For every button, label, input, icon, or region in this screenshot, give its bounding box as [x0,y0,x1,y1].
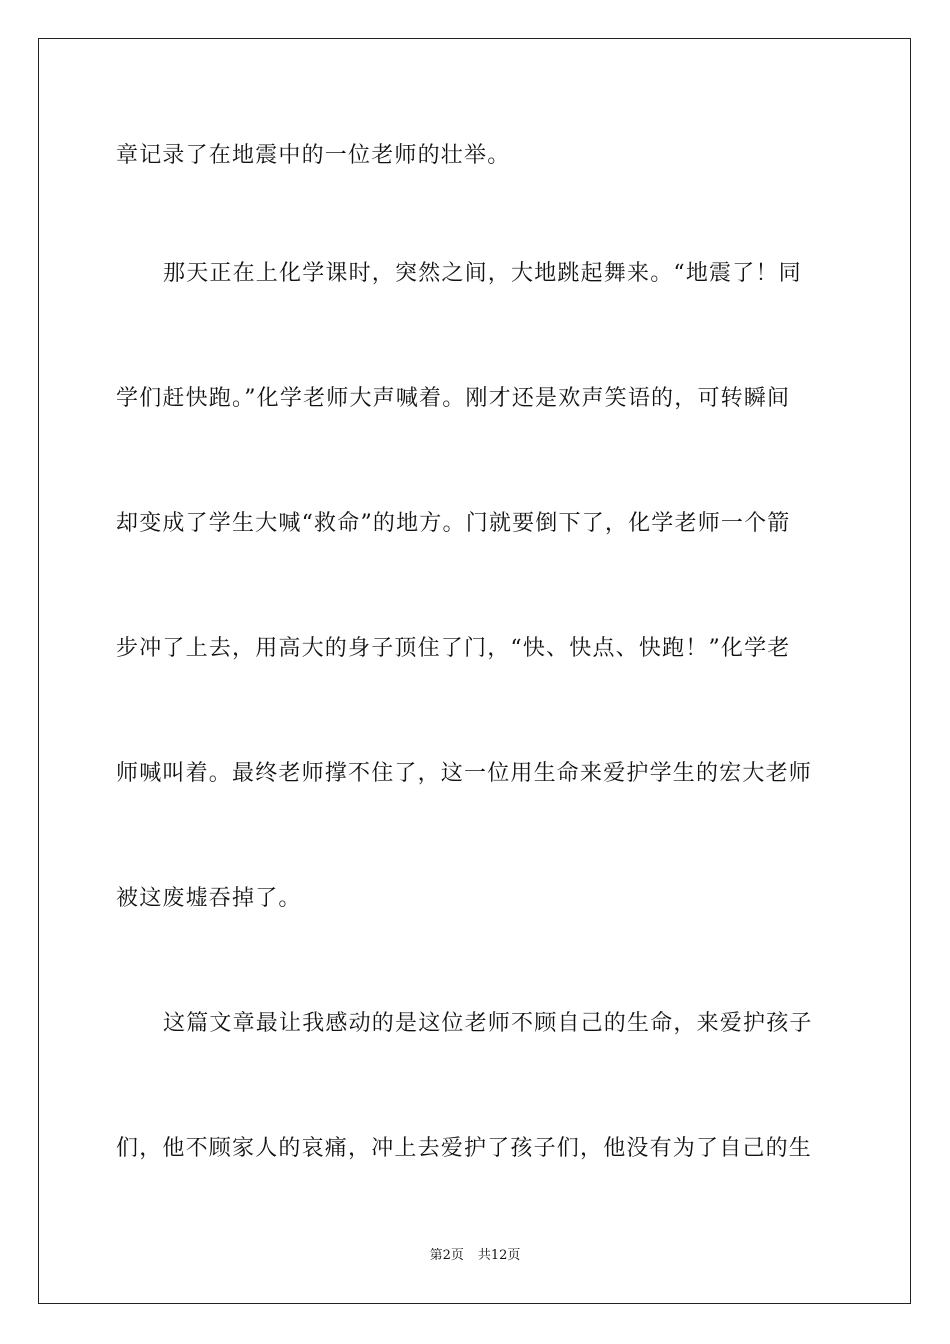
page-total: 共12页 [477,1248,521,1263]
document-page [38,38,911,1304]
paragraph-start-line: 这篇文章最让我感动的是这位老师不顾自己的生命，来爱护孩子 [163,1011,813,1036]
text-line: 师喊叫着。最终老师撑不住了，这一位用生命来爱护学生的宏大老师 [116,761,813,786]
text-line: 章记录了在地震中的一位老师的壮举。 [116,143,511,168]
text-line: 却变成了学生大喊“救命”的地方。门就要倒下了，化学老师一个箭 [116,511,791,536]
text-line: 学们赶快跑。”化学老师大声喊着。刚才还是欢声笑语的，可转瞬间 [116,386,791,411]
page-number: 第2页 [429,1248,464,1263]
text-line: 被这废墟吞掉了。 [116,886,302,911]
text-line: 步冲了上去，用高大的身子顶住了门，“快、快点、快跑！”化学老 [116,636,791,661]
paragraph-start-line: 那天正在上化学课时，突然之间，大地跳起舞来。“地震了！同 [163,261,802,286]
page-footer [0,1244,950,1263]
text-line: 们，他不顾家人的哀痛，冲上去爱护了孩子们，他没有为了自己的生 [116,1136,813,1161]
